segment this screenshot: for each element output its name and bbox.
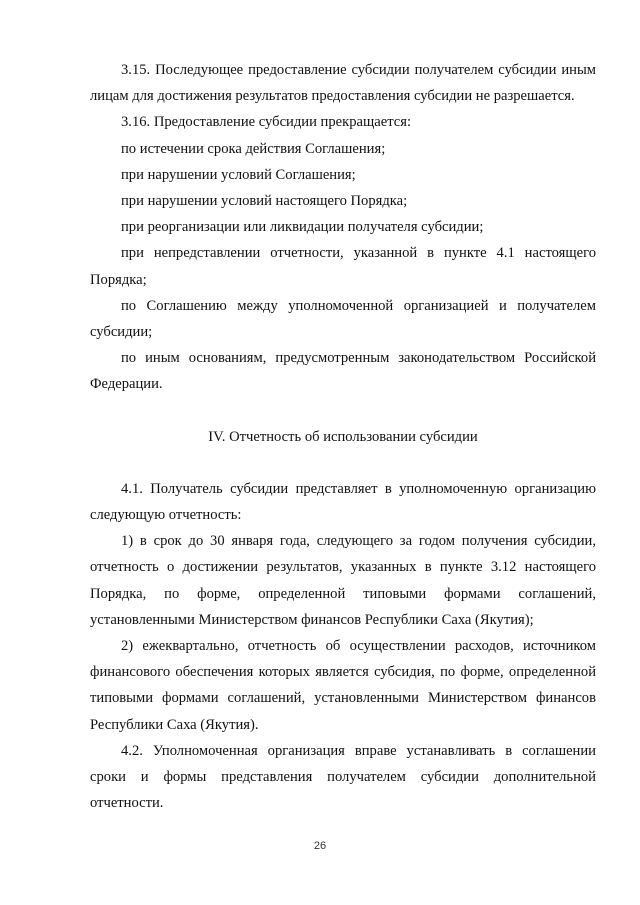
list-item-annual-report: 1) в срок до 30 января года, следующего за годом получения субсидии, отчетность о достижении результатов, указанных в пункте 3.12 настоящего Порядка, по форме, определенной типовыми формами соглашений, установленными Министерством финансов Республики Саха (Якутия); [90,533,596,628]
list-item-procedure-violation: при нарушении условий настоящего Порядка; [121,193,408,210]
list-item-no-reporting: при непредставлении отчетности, указанной в пункте 4.1 настоящего Порядка; [90,245,596,288]
list-item-by-agreement: по Соглашению между уполномоченной организацией и получателем субсидии; [90,297,596,341]
paragraph-4-1: 4.1. Получатель субсидии представляет в уполномоченную организацию следующую отчетность: [90,480,596,524]
list-item-quarterly-report: 2) ежеквартально, отчетность об осуществлении расходов, источником финансового обеспечения которых является субсидия, по форме, определенной типовыми формами соглашений, установленными Министерством финансов Республики Саха (Якутия). [90,638,596,733]
paragraph-4-2: 4.2. Уполномоченная организация вправе устанавливать в соглашении сроки и формы представления получателем субсидии дополнительной отчетности. [90,742,596,812]
list-item-reorganization: при реорганизации или ликвидации получателя субсидии; [121,219,484,236]
list-item-agreement-violation: при нарушении условий Соглашения; [121,166,356,183]
list-item-term-expiry: по истечении срока действия Соглашения; [121,140,386,157]
document-body [90,57,596,816]
paragraph-3-16: 3.16. Предоставление субсидии прекращается: [121,114,411,131]
list-item-other-grounds: по иным основаниям, предусмотренным законодательством Российской Федерации. [90,350,596,393]
paragraph-3-15: 3.15. Последующее предоставление субсидии получателем субсидии иным лицам для достижения результатов предоставления субсидии не разрешается. [90,62,596,105]
section-heading: IV. Отчетность об использовании субсидии [208,428,478,445]
page-number: 26 [313,840,327,852]
